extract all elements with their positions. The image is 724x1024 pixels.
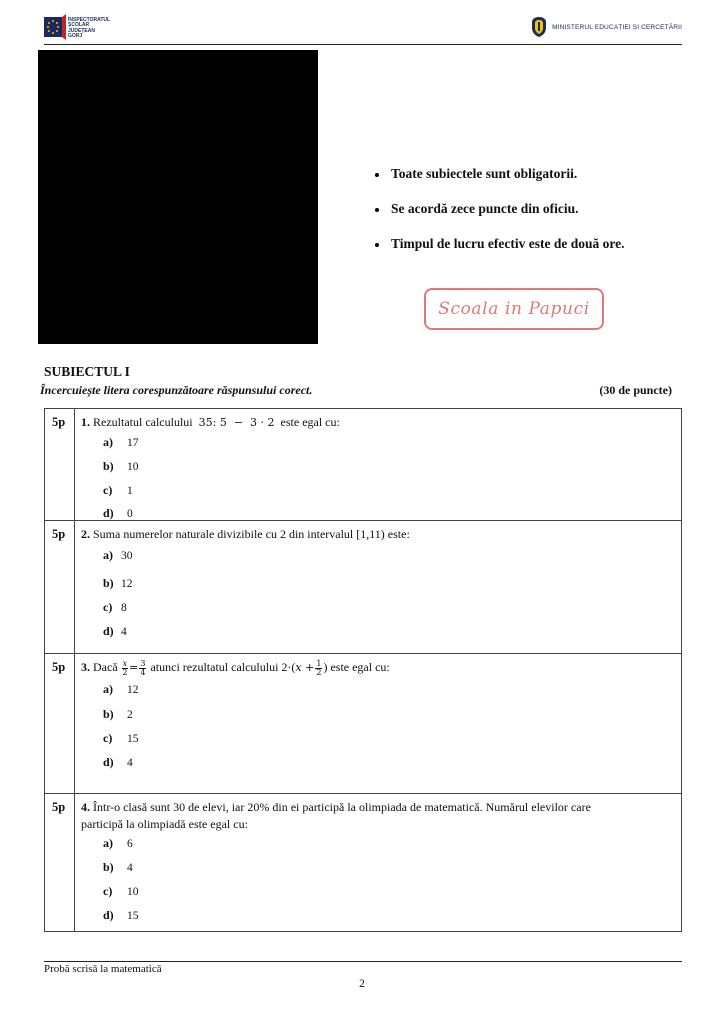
- option-value: 17: [127, 437, 139, 449]
- option-letter: a): [103, 435, 113, 449]
- exam-rules-list: [370, 164, 624, 269]
- question-text-content: Suma numerelor naturale divizibile cu 2 din intervalul [1,11) este:: [93, 527, 410, 541]
- math-digit: 1: [316, 658, 322, 668]
- bullet-icon: [375, 173, 379, 177]
- question-row: [45, 521, 681, 654]
- stamp-text: Scoala in Papuci: [438, 299, 590, 319]
- option-letter: d): [103, 755, 114, 769]
- math-expression: 35: 5 − 3 · 2: [198, 416, 275, 429]
- math-var: x: [122, 658, 128, 668]
- eu-flag-icon: [44, 14, 66, 40]
- question-number: 3.: [81, 660, 90, 674]
- option-letter: b): [103, 860, 114, 874]
- option-b[interactable]: [103, 576, 133, 591]
- question-text-start: Rezultatul calculului: [93, 415, 193, 429]
- subject-title: SUBIECTUL I: [44, 364, 130, 379]
- option-c[interactable]: [103, 731, 139, 746]
- footer-text: Probă scrisă la matematică: [44, 963, 162, 975]
- question-body: [81, 526, 665, 543]
- rule-item: [370, 234, 624, 269]
- option-value: 15: [127, 733, 139, 745]
- option-value: 1: [127, 485, 133, 497]
- ministry-logo: [530, 14, 682, 40]
- option-letter: a): [103, 682, 113, 696]
- page-header: [44, 10, 682, 45]
- option-value: 4: [121, 626, 127, 638]
- option-letter: c): [103, 884, 113, 898]
- question-text: [81, 414, 665, 431]
- option-d[interactable]: [103, 506, 133, 521]
- points-cell: [45, 409, 75, 520]
- question-body: [81, 659, 665, 677]
- question-row: [45, 654, 681, 794]
- option-d[interactable]: [103, 755, 133, 770]
- ministry-name: MINISTERUL EDUCAȚIEI ȘI CERCETĂRII: [552, 23, 682, 31]
- option-value: 30: [121, 550, 133, 562]
- option-letter: b): [103, 576, 114, 590]
- option-value: 6: [127, 838, 133, 850]
- option-letter: b): [103, 707, 114, 721]
- question-text-end: ) este egal cu:: [323, 660, 390, 674]
- isj-line-1: INSPECTORATUL: [68, 17, 111, 23]
- option-c[interactable]: [103, 483, 133, 498]
- option-letter: c): [103, 600, 113, 614]
- question-text-line-2: participă la olimpiadă este egal cu:: [81, 817, 248, 831]
- question-text-end: este egal cu:: [280, 415, 340, 429]
- option-value: 12: [127, 684, 139, 696]
- math-plus: +: [305, 661, 315, 674]
- question-points: 5p: [52, 660, 66, 674]
- subject-instruction: Încercuiește litera corespunzătoare răspunsului corect.: [40, 383, 313, 397]
- footer-divider: [44, 961, 682, 962]
- question-body: [81, 414, 665, 431]
- option-letter: d): [103, 624, 114, 638]
- bullet-icon: [375, 208, 379, 212]
- math-var: x: [295, 661, 302, 674]
- page-number: 2: [359, 978, 365, 990]
- bullet-icon: [375, 243, 379, 247]
- option-value: 12: [121, 578, 133, 590]
- option-a[interactable]: [103, 435, 139, 450]
- points-cell: [45, 794, 75, 931]
- question-number: 2.: [81, 527, 90, 541]
- math-digit: 2: [122, 667, 128, 677]
- option-value: 4: [127, 757, 133, 769]
- rule-item: [370, 199, 624, 234]
- isj-line-2: ȘCOLAR: [68, 22, 90, 29]
- option-d[interactable]: [103, 624, 127, 639]
- rule-item: [370, 164, 624, 199]
- option-value: 10: [127, 461, 139, 473]
- math-digit: 2: [316, 667, 322, 677]
- question-row: [45, 409, 681, 521]
- option-value: 15: [127, 910, 139, 922]
- option-a[interactable]: [103, 682, 139, 697]
- question-text-start: Dacă: [93, 660, 118, 674]
- option-a[interactable]: [103, 548, 133, 563]
- option-value: 2: [127, 709, 133, 721]
- option-b[interactable]: [103, 707, 133, 722]
- fraction-x-over-2: [122, 660, 129, 677]
- points-cell: [45, 654, 75, 793]
- option-d[interactable]: [103, 908, 139, 923]
- question-text: [81, 659, 665, 677]
- option-value: 4: [127, 862, 133, 874]
- option-value: 8: [121, 602, 127, 614]
- coat-of-arms-icon: [530, 16, 548, 38]
- option-letter: c): [103, 731, 113, 745]
- rule-text: Timpul de lucru efectiv este de două ore.: [391, 236, 625, 251]
- question-text-line-1: Într-o clasă sunt 30 de elevi, iar 20% din ei participă la olimpiada de matematică. Numărul elevilor care: [93, 800, 591, 814]
- question-row: [45, 794, 681, 931]
- option-a[interactable]: [103, 836, 133, 851]
- option-c[interactable]: [103, 884, 139, 899]
- option-c[interactable]: [103, 600, 127, 615]
- question-text: [81, 526, 665, 543]
- math-digit: 3: [140, 658, 146, 668]
- option-letter: b): [103, 459, 114, 473]
- question-number: 4.: [81, 800, 90, 814]
- option-b[interactable]: [103, 860, 133, 875]
- redacted-block: [38, 50, 318, 344]
- math-equals: =: [129, 661, 139, 674]
- question-points: 5p: [52, 527, 66, 541]
- subject-points: (30 de puncte): [599, 383, 672, 397]
- watermark-stamp: [424, 288, 604, 330]
- question-text-middle: atunci rezultatul calculului 2·(: [150, 660, 296, 674]
- option-letter: a): [103, 836, 113, 850]
- isj-line-3: JUDEȚEAN: [68, 27, 95, 34]
- math-digit: 4: [140, 667, 146, 677]
- fraction-3-over-4: [139, 660, 146, 677]
- option-letter: d): [103, 908, 114, 922]
- question-body: [81, 799, 665, 833]
- points-cell: [45, 521, 75, 653]
- question-points: 5p: [52, 415, 66, 429]
- option-value: 10: [127, 886, 139, 898]
- isj-logo-text: [68, 18, 110, 40]
- option-letter: a): [103, 548, 113, 562]
- question-text: [81, 799, 665, 816]
- question-number: 1.: [81, 415, 90, 429]
- option-b[interactable]: [103, 459, 139, 474]
- questions-table: [44, 408, 682, 932]
- option-value: 0: [127, 508, 133, 520]
- isj-logo: [44, 14, 122, 44]
- math-sum: [295, 661, 314, 674]
- fraction-1-over-2: [315, 660, 322, 677]
- option-letter: d): [103, 506, 114, 520]
- rule-text: Toate subiectele sunt obligatorii.: [391, 166, 578, 181]
- rule-text: Se acordă zece puncte din oficiu.: [391, 201, 579, 216]
- isj-line-4: GORJ: [68, 33, 83, 40]
- option-letter: c): [103, 483, 113, 497]
- question-points: 5p: [52, 800, 66, 814]
